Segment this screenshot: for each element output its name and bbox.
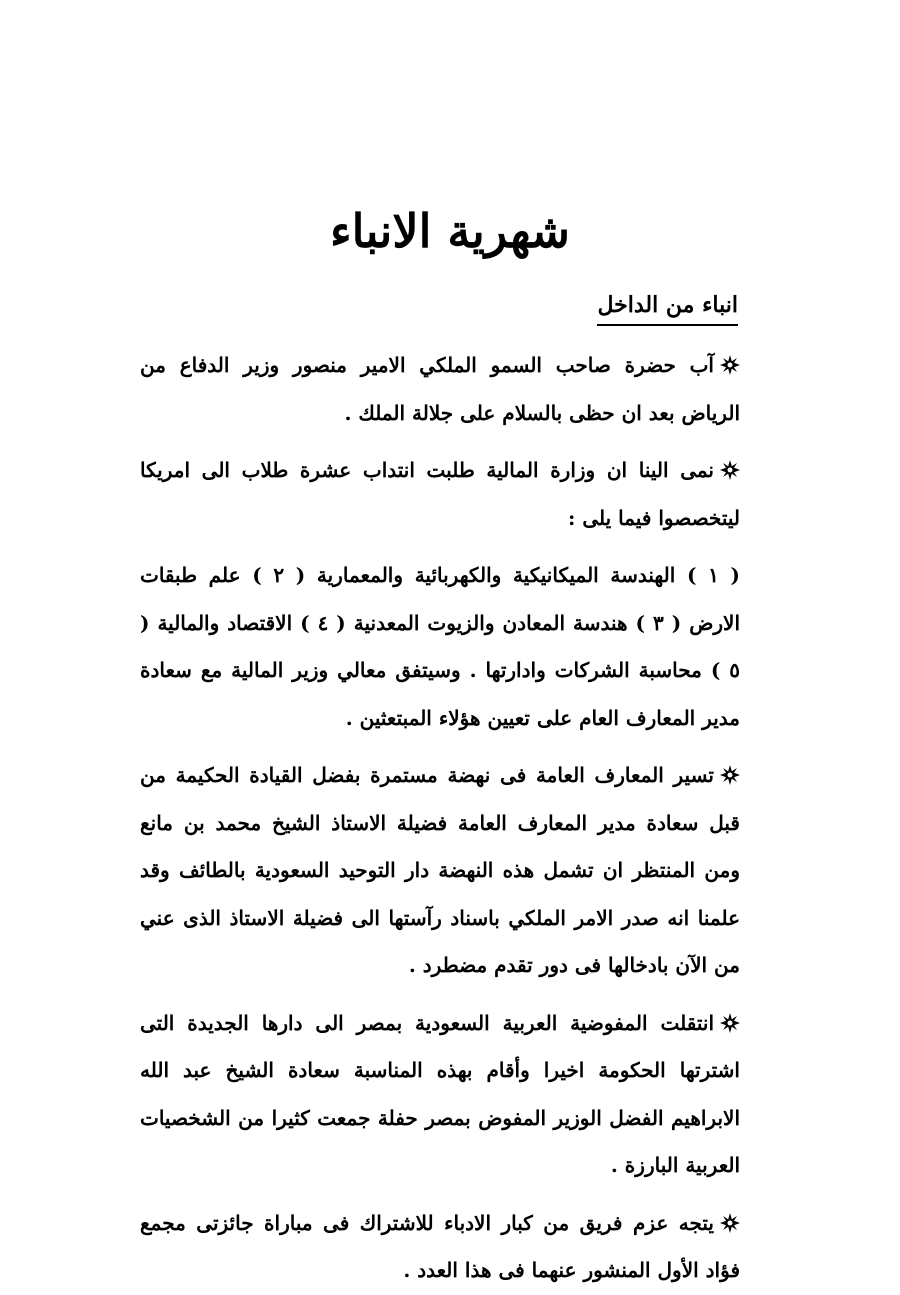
news-item xyxy=(140,447,740,542)
news-item-text: نمى الينا ان وزارة المالية طلبت انتداب عشرة طلاب الى امريكا ليتخصصوا فيما يلى : xyxy=(140,458,740,530)
news-body xyxy=(140,342,740,1295)
news-item-text: يتجه عزم فريق من كبار الادباء للاشتراك فى مباراة جائزتى مجمع فؤاد الأول المنشور عنهما فى هذا العدد . xyxy=(140,1210,740,1282)
star-ornament-icon xyxy=(720,355,740,375)
news-item-text: ( ١ ) الهندسة الميكانيكية والكهربائية والمعمارية ( ٢ ) علم طبقات الارض ( ٣ ) هندسة المعادن والزيوت المعدنية ( ٤ ) الاقتصاد والمالية ( ٥ ) محاسبة الشركات وادارتها . وسيتفق معالي وزير المالية مع سعادة مدير المعارف العام على تعيين هؤلاء المبتعثين . xyxy=(140,563,740,730)
star-ornament-icon xyxy=(720,1013,740,1033)
star-ornament-icon xyxy=(720,1213,740,1233)
news-item xyxy=(140,342,740,437)
news-item xyxy=(140,752,740,990)
news-item-list xyxy=(140,552,740,742)
section-heading: انباء من الداخل xyxy=(597,288,738,326)
news-item-text: انتقلت المفوضية العربية السعودية بمصر الى دارها الجديدة التى اشترتها الحكومة اخيرا وأقام بهذه المناسبة سعادة الشيخ عبد الله الابراهيم الفضل الوزير المفوض بمصر حفلة جمعت كثيرا من الشخصيات العربية البارزة . xyxy=(140,1010,740,1177)
news-item xyxy=(140,1200,740,1295)
star-ornament-icon xyxy=(720,460,740,480)
news-item-text: آب حضرة صاحب السمو الملكي الامير منصور وزير الدفاع من الرياض بعد ان حظى بالسلام على جلالة الملك . xyxy=(140,353,740,425)
news-item-text: تسير المعارف العامة فى نهضة مستمرة بفضل القيادة الحكيمة من قبل سعادة مدير المعارف العامة فضيلة الاستاذ الشيخ محمد بن مانع ومن المنتظر ان تشمل هذه النهضة دار التوحيد السعودية بالطائف وقد علمنا انه صدر الامر الملكي باسناد رآستها الى فضيلة الاستاذ الذى عني من الآن بادخالها فى دور تقدم مضطرد . xyxy=(140,763,740,977)
news-item xyxy=(140,1000,740,1190)
star-ornament-icon xyxy=(720,765,740,785)
page-title: شهرية الانباء xyxy=(330,204,570,258)
